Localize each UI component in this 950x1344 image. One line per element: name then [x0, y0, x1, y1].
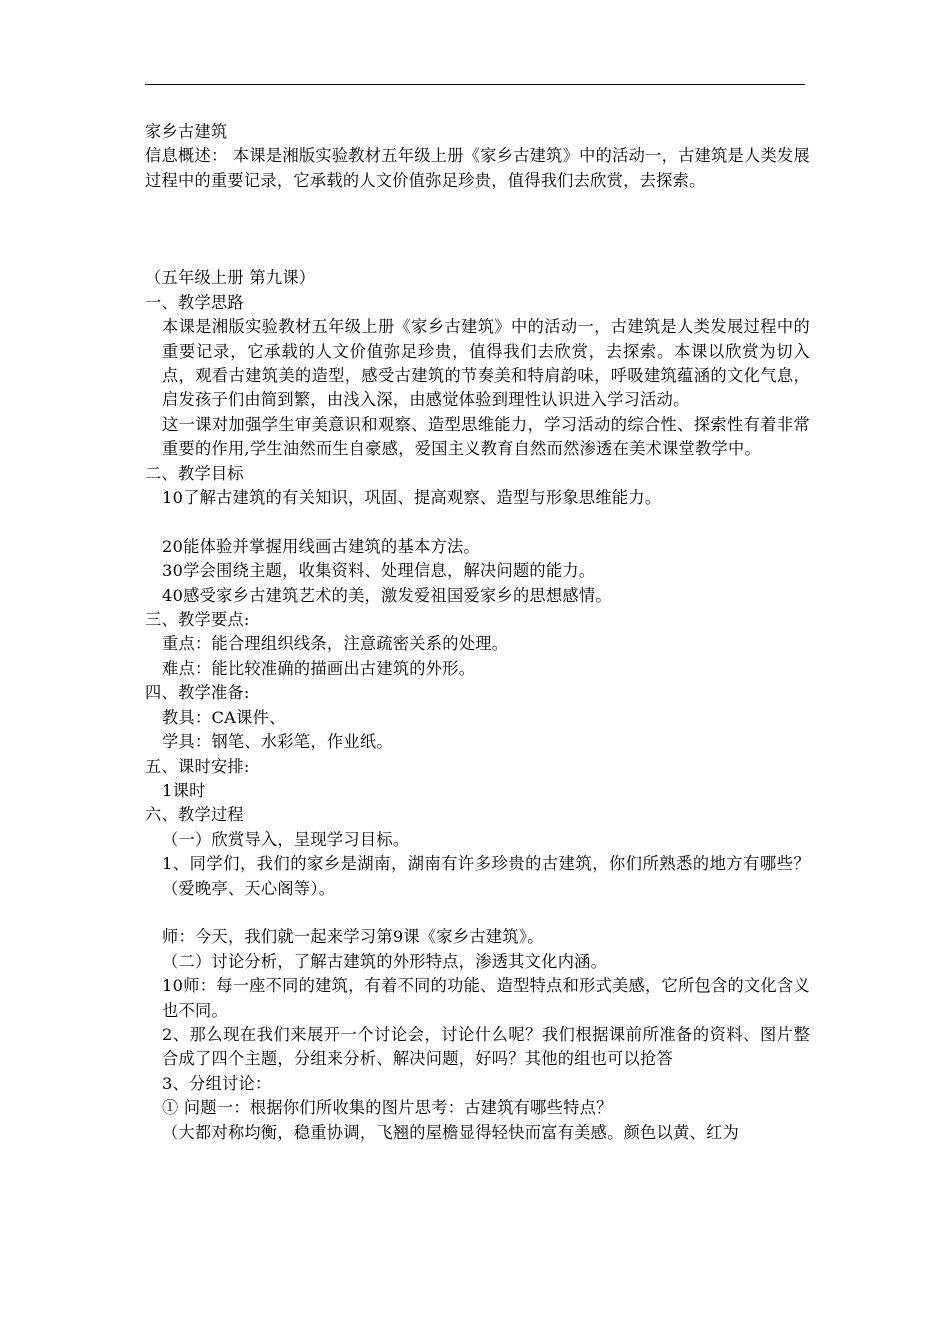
key-point: 重点：能合理组织线条，注意疏密关系的处理。 [162, 634, 509, 654]
step-2-title: （二）讨论分析，了解古建筑的外形特点，渗透其文化内涵。 [162, 951, 608, 971]
teacher-materials: 教具：CA课件、 [162, 707, 286, 727]
spacer [145, 193, 810, 266]
section-heading-4: 四、教学准备: [145, 683, 250, 703]
step-1-title: （一）欣赏导入，呈现学习目标。 [162, 829, 410, 849]
goal-item-1: 10了解古建筑的有关知识，巩固、提高观察、造型与形象思维能力。 [162, 488, 662, 508]
question-1: 1、同学们，我们的家乡是湖南，湖南有许多珍贵的古建筑，你们所熟悉的地方有哪些？（爱晚亭、天心阁等）。 [162, 854, 810, 898]
teaching-idea-paragraph-2: 这一课对加强学生审美意识和观察、造型思维能力，学习活动的综合性、探索性有着非常重要的作用,学生油然而生自豪感，爱国主义教育自然而然渗透在美术课堂教学中。 [162, 414, 810, 459]
difficult-point: 难点：能比较准确的描画出古建筑的外形。 [162, 658, 476, 678]
student-materials: 学具：钢笔、水彩笔，作业纸。 [162, 732, 393, 752]
teacher-intro: 师：今天，我们就一起来学习第9课《家乡古建筑》。 [162, 927, 544, 947]
summary-paragraph: 信息概述： 本课是湘版实验教材五年级上册《家乡古建筑》中的活动一，古建筑是人类发展过程中的重要记录，它承载的人文价值弥足珍贵，值得我们去欣赏，去探索。 [145, 146, 810, 190]
discussion-1: 10师：每一座不同的建筑，有着不同的功能、造型特点和形式美感，它所包含的文化含义也不同。 [162, 976, 810, 1020]
lesson-tag: （五年级上册 第九课） [145, 268, 316, 288]
header-rule [145, 84, 805, 85]
spacer [145, 510, 810, 534]
discussion-3: 3、分组讨论： [162, 1073, 272, 1093]
goal-item-4: 40感受家乡古建筑艺术的美，激发爱祖国爱家乡的思想感情。 [162, 585, 612, 605]
topic-1: ① 问题一：根据你们所收集的图片思考：古建筑有哪些特点？ [162, 1098, 613, 1118]
section-heading-1: 一、教学思路 [145, 292, 244, 312]
class-hours: 1课时 [162, 780, 206, 800]
section-heading-6: 六、教学过程 [145, 805, 244, 825]
goal-item-2: 20能体验并掌握用线画古建筑的基本方法。 [162, 536, 480, 556]
goal-item-3: 30学会围绕主题，收集资料、处理信息，解决问题的能力。 [162, 561, 596, 581]
teaching-idea-paragraph-1: 本课是湘版实验教材五年级上册《家乡古建筑》中的活动一，古建筑是人类发展过程中的重要记录，它承载的人文价值弥足珍贵，值得我们去欣赏，去探索。本课以欣赏为切入点，观看古建筑美的造型，感受古建筑的节奏美和特肩韵味，呼吸建筑蕴涵的文化气息，启发孩子们由简到繁，由浅入深，由感觉体验到理性认识进入学习活动。 [162, 317, 810, 410]
section-heading-5: 五、课时安排: [145, 756, 250, 776]
doc-title: 家乡古建筑 [145, 122, 228, 141]
discussion-2: 2、那么现在我们来展开一个讨论会，讨论什么呢？我们根据课前所准备的资料、图片整合成了四个主题，分组来分析、解决问题，好吗？其他的组也可以抢答 [162, 1024, 810, 1069]
document-body [145, 120, 810, 1145]
section-heading-3: 三、教学要点: [145, 610, 250, 630]
spacer [145, 901, 810, 925]
section-heading-2: 二、教学目标 [145, 463, 244, 483]
answer-1: （大都对称均衡，稳重协调，飞翘的屋檐显得轻快而富有美感。颜色以黄、红为 [162, 1122, 740, 1142]
